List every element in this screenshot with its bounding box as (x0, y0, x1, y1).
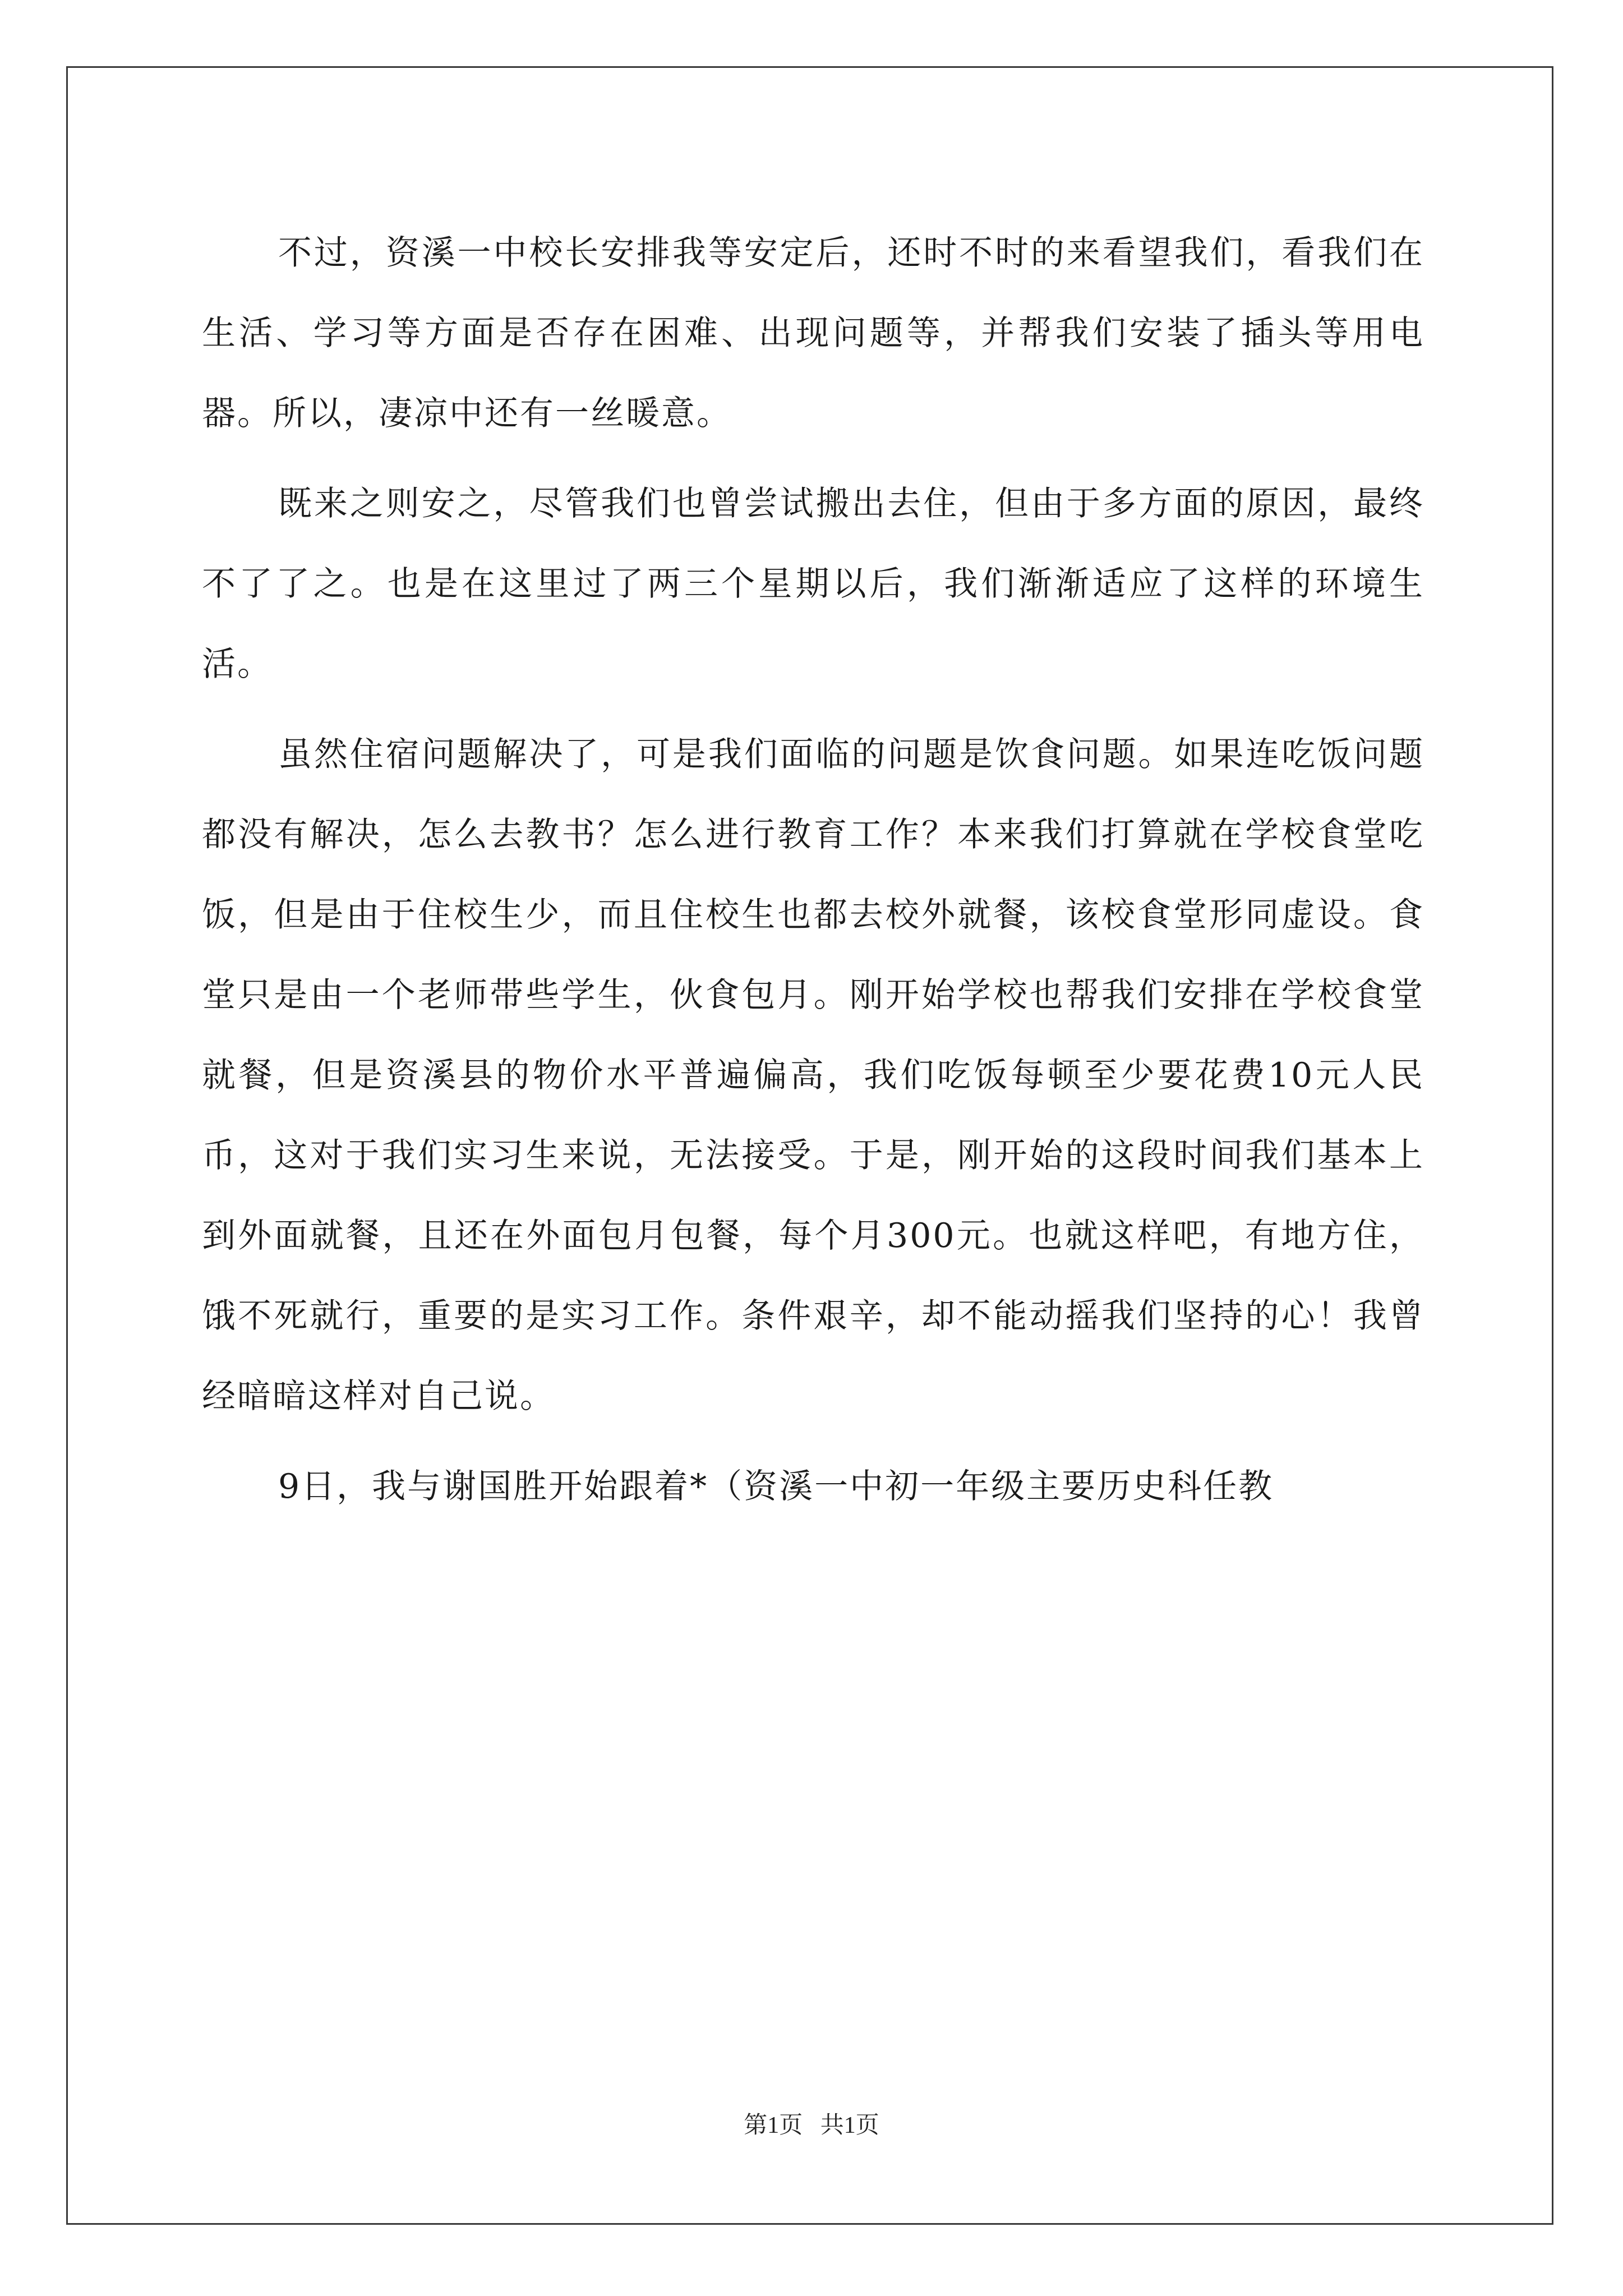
paragraph: 既来之则安之，尽管我们也曾尝试搬出去住，但由于多方面的原因，最终不了了之。也是在这里过了两三个星期以后，我们渐渐适应了这样的环境生活。 (202, 484, 1424, 684)
paragraph: 9日，我与谢国胜开始跟着*（资溪一中初一年级主要历史科任教 (278, 1467, 1274, 1506)
page-footer (0, 2106, 1623, 2140)
document-body (202, 213, 1424, 1537)
page-number: 第1页 (744, 2113, 803, 2138)
page-total: 共1页 (820, 2113, 879, 2138)
paragraph: 虽然住宿问题解决了，可是我们面临的问题是饮食问题。如果连吃饭问题都没有解决，怎么去教书？怎么进行教育工作？本来我们打算就在学校食堂吃饭，但是由于住校生少，而且住校生也都去校外就餐，该校食堂形同虚设。食堂只是由一个老师带些学生，伙食包月。刚开始学校也帮我们安排在学校食堂就餐，但是资溪县的物价水平普遍偏高，我们吃饭每顿至少要花费10元人民币，这对于我们实习生来说，无法接受。于是，刚开始的这段时间我们基本上到外面就餐，且还在外面包月包餐，每个月300元。也就这样吧，有地方住，饿不死就行，重要的是实习工作。条件艰辛，却不能动摇我们坚持的心！我曾经暗暗这样对自己说。 (202, 735, 1424, 1416)
paragraph: 不过，资溪一中校长安排我等安定后，还时不时的来看望我们，看我们在生活、学习等方面是否存在困难、出现问题等，并帮我们安装了插头等用电器。所以，凄凉中还有一丝暖意。 (202, 233, 1424, 433)
